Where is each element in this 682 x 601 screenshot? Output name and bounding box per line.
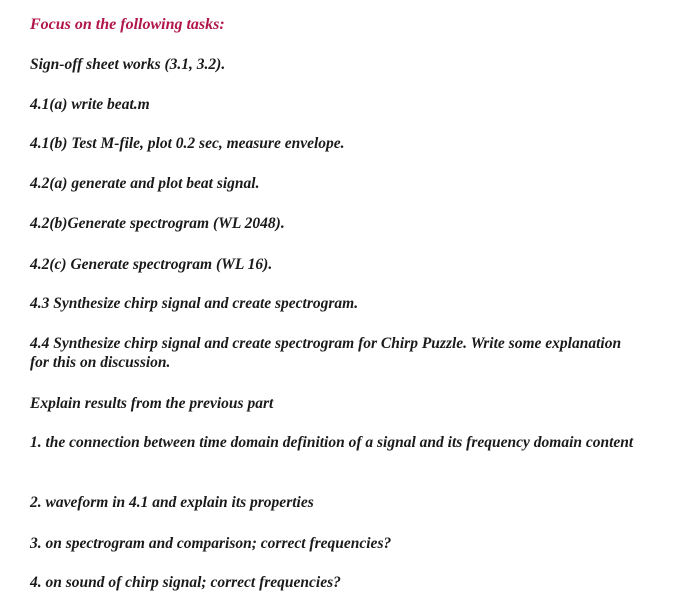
section-heading: Focus on the following tasks: [30, 16, 225, 33]
explain-heading: Explain results from the previous part [30, 395, 274, 412]
task-signoff: Sign-off sheet works (3.1, 3.2). [30, 56, 226, 73]
explain-item-1: 1. the connection between time domain definition of a signal and its frequency domain content [30, 434, 634, 451]
explain-item-3: 3. on spectrogram and comparison; correct frequencies? [30, 535, 392, 552]
task-4-2b: 4.2(b)Generate spectrogram (WL 2048). [30, 215, 285, 232]
explain-item-2: 2. waveform in 4.1 and explain its properties [30, 494, 314, 511]
task-4-2c: 4.2(c) Generate spectrogram (WL 16). [30, 256, 273, 273]
task-4-4: 4.4 Synthesize chirp signal and create spectrogram for Chirp Puzzle. Write some explanation for this on discussion. [30, 335, 622, 371]
task-4-3: 4.3 Synthesize chirp signal and create spectrogram. [30, 295, 359, 312]
task-4-1b: 4.1(b) Test M-file, plot 0.2 sec, measure envelope. [30, 135, 345, 152]
explain-item-4: 4. on sound of chirp signal; correct frequencies? [30, 574, 341, 591]
task-4-2a: 4.2(a) generate and plot beat signal. [30, 175, 260, 192]
task-4-1a: 4.1(a) write beat.m [30, 96, 150, 113]
